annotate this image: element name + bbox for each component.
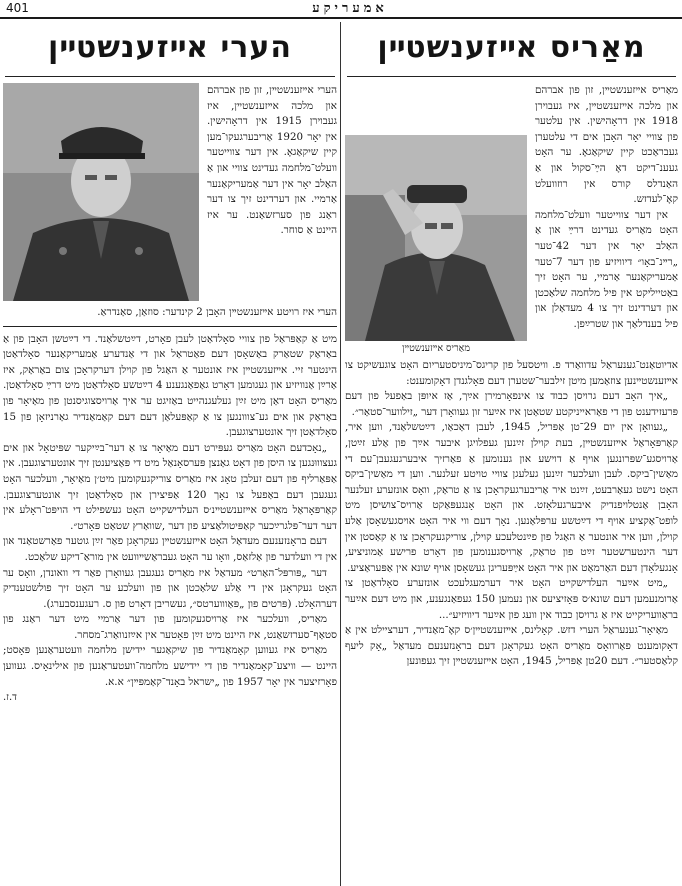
paragraph: דער „פּורפּל־האַרט״ מעדאַל איז מאַריס געגעבן געוואָרן פאַר די וואונדן, וואָס ער האָט געקראָגן אין די אַלע שלאַכטן און פון וועלכע ער האָט זיך פולשטענדיק דערהאָלט. (פּרטים פון „פּאַוווערטס״, געשריבן דאָרט פון ס. רעגענסבערג). bbox=[3, 566, 337, 610]
paragraph: מאַריס איז געווען קאָמאַנדיר פון שיקאַגער יידישן מלחמה וועטעראַנען פּאָסט; היינט — וויצע־קאָמאַנדיר פון די יידישע מלחמה־וועטעראַנען פון אילינאָיס. געווען פאָרזיצער אין יאָר 1957 פון „ישראל באָנד־קאַמפּײן״ א.א. bbox=[3, 644, 337, 688]
section-rule bbox=[3, 326, 337, 327]
paragraph: מאַיאָר־גענעראַל הערי דזש. קאָלינס, אײזענשטײן׳ס קאָ־מאַנדיר, דערציילט אין אַ דאָקומענט פאַרוואָס מאַריס האָט געקראָגן דעם בראָנזענעם מעדאַל „אָק ליעף קלאַסטער״. דעם 20טן אַפּריל, 1945, האָט אײזענשטײן זיך געפונען bbox=[345, 624, 678, 668]
photo-caption-morris: מאַריס אײזענשטײן bbox=[402, 343, 470, 354]
article-harry bbox=[3, 22, 337, 703]
portrait-image bbox=[3, 83, 199, 301]
page-header bbox=[0, 0, 682, 18]
photo-morris bbox=[345, 135, 527, 354]
portrait-image bbox=[345, 135, 527, 341]
paragraph: דעם בראָנזענעם מעדאַל האָט אײזענשטײן געקראָגן פאַר זײַן גוטער פאַרשטאַנד און אין די וועלדער פון אַלזאַס, וואָו ער האָט געבראַשײוועט אין מוראַ־דיקע שלאַכט. bbox=[3, 535, 337, 563]
title-rule bbox=[347, 76, 676, 77]
paragraph: הערי אײזענשטײן, זון פון אברהם און מלכה אײזענשטײן, איז געבוירן 1915 אין דראָהישין. אין יאָר 1920 אַריבערגעקו־מען קיין שיקאַגאָ. אין דער צווייטער וועלט־מלחמה געדינט צוויי און אַ האַלב יאָר אין דער אַמעריקאַנער אַרמיי. און דערדינט זיך צו דער ראַנג פון סערזשאַנט. ער איז היינט אַ סוחר. bbox=[207, 84, 337, 237]
soldier-portrait-image bbox=[3, 83, 199, 301]
article-body-harry bbox=[3, 83, 337, 703]
paragraph: מאַריס, וועלכער איז אַרויסגעקומען פון דער אַרמיי מיט דער ראַנג פון סטאַף־סערזשאַנט, איז היינט מיט זײַן פאָטער אין אײַזנוואַרג־מסחר. bbox=[3, 613, 337, 641]
article-body-morris bbox=[345, 83, 678, 670]
paragraph: אדיוטאַנט־גענעראַל עדוואַרד פ. וויטסעל פון קריגס־מיניסטעריום האָט צוגעשיקט צו אײזענשטײנען צוזאַמען מיטן זילבער־שטערן דעם פאָלגנדן דאָקומענט: bbox=[345, 359, 678, 387]
title-rule bbox=[5, 76, 335, 77]
running-title: אמעריקע bbox=[312, 1, 388, 16]
paragraph: אין דער צווייטער וועלט־מלחמה האָט מאַריס געדינט דרײַ און אַ האַלב יאָר אין דער 42־טער „רײנ־באָו״ דיוויזיע פון דער 7־טער אַמעריקאַנער אַרמיי, ער האָט זיך באַטייליקט אין פיל מלחמה שלאַכטן און דערדינט זיך צו 4 מעדאַלן און פיל בענדלאַך און שטרײַפן. bbox=[535, 208, 678, 330]
header-rule bbox=[0, 17, 682, 19]
paragraph: „איך האָב דעם גרויסן כבוד צו אינפאָרמירן אײַך, אַז איופּן באַפעל פון דעם פּרעזידענט פון די פאַראייניקטע שטאַטן איז אײַער זון געוואָרן דער „זילווער־סטאַר״. bbox=[345, 390, 678, 418]
family-line: הערי איז רויטע אײזענשטײן האָבן 2 קינדער: סוזאַן, סאַנדראַ. bbox=[97, 306, 337, 318]
article-morris bbox=[345, 22, 678, 670]
article-title-harry: הערי אײזענשטײן bbox=[48, 30, 292, 65]
paragraph: מיט אַ קאַפּראַל פון צוויי סאָלדאַטן לעבן פאָרט, דײַטשלאַנד. די דײַטשן האָבן פון אַ באַראַק שטאַרק באַשאָסן דעם פאַטראַל און די אַנדערע אַמעריקאַנער סאָלדאַטן הינטער זיי. אײזענשטײן איז אונטער אַ האַגל פון קוילן דערקראָכן צום באַראַק, איז אַרײַן אַנוויזיע און געגומען דאָרט גאַפאַנגענע 4 דײַטשע סאָלדאַטן מיט דרײַ סאָלדאַטן. מאַריס האָט דאַן מיט זײַן געלעגנהייט באַזיגט ער איך אַרויסצוגיסנטן פון מאַיאָר פון באַראַק און אים גע־צווונגען צו אַ קאַפּעלאַן דעם דעם קאַמאַנדיר גאַרניזאָן פון 15 סאָלדאַטן זיך אונטערצוגעבן. bbox=[3, 332, 337, 439]
article-title-morris: מאַריס אײזענשטײן bbox=[377, 30, 646, 65]
paragraph: מאַריס אײזענשטײן, זון פון אברהם און מלכה אײזענשטײן, איז געבוירן 1918 אין דראָהישין. אין עלטער פון צוויי יאָר האָבן אים די עלטערן געבראַכט קיין שיקאַגאָ. ער האָט געענ־דיקט דאָ הײַ־סקול און אַ האַנדלס קורס אין רוזוועלט קאָ־לעדזש. bbox=[535, 84, 678, 206]
paragraph: „געוואָן אין יום 29־טן אַפּריל, 1945, לעבן דאַכאַו, דײַטשלאַנד, ווען איר, קאַרפּאָראַל אײזענשטײן, בעת קוילן זײַנען געפלויגן איבער אײַך פון אַלע זײַטן, אַרויסגע־שפּרונגען אויף אַ דוישע און גענומען אַ פאַרזיך איבערגעגעבן־עם די מאַשין־ביקס. לעבן וועלכער זײַנען געלעגן צוויי טויטע זעלנער. ווען די מאַשין־ביקס האָט נישט געאַרבעט, זײַנט איר אַריבערגעקראָכן צו אַ טראַק, וואָס אונזערע זעלנער האָבן אַנטלויפנדיק איבערגעלאָזט. און האָט אָנגעפּאַקט אַרויס־צושיסן מיט לופט־אַקציע אויף די דײַטשע ערפּלאַנען. נאָך דעם ווי איר האָט אויסגעשאָסן אַלע קוילן, ווען איר אונטער אַ האַגל פון פײַנטלעכע קוילן, צוריקגעקראָכן צו אַ קאַסטן אין דער הינטערשטער זײַט פון טראַק, אַרויסגענומען פון דאָרט פרישע אַמוניציע, אָנגעלאָדן דעם האַרמאַט און איר האָט אײַפּעריגן געשאָסן אויף שונא אין אַפּעראַציע. bbox=[345, 421, 678, 574]
paragraph: „מיט אײַער העלדישקייט האָט איר דערמעגלעכט אונזערע סאָלדאַטן צו אַרומנעמען דעם שונא׳ס פּאָזיציעס און נעמען 150 געפאַנגענע, און מיט דעם אײַער בראַוועריקייט איז אַ גרויסן כבוד אין וועג פון אײַער דיוויזיע״... bbox=[345, 577, 678, 621]
page-number: 401 bbox=[6, 1, 29, 15]
signature: ד.ז. bbox=[3, 692, 17, 704]
column-divider bbox=[340, 22, 341, 886]
paragraph: „נאָכדעם האָט מאַריס געפּירט דעם מאַיאָר צו אַ דער־בײַיקער שפּיטאָל און אים געצוווּנגען צו היסן פון דאָט גאַנצן פּערסאָנאַל מיט די פּאַציענטן זיך אונטערצוגעבן. אין אַפּאַרליף פון דעם זעלבן טאָג איז מאַריס צוריקגעקומען מיט׳ן מאַיאָר, וועלכער האָט געגעבן דעם באַפעל צו נאָך 120 אַפּיצירן און סאָלדאַטן זיך אונטערצוגעבן. קאַרפּאָראַל מאַריס אײזענשטײנ׳ס העלדישקייט האָט געשפילט די הויפּט־ראָלע אין דער דער־פּלגרײַכער קאַפּיטולאַציע פון דער ,שוואַרץ שטאַט פּאָרט״. bbox=[3, 441, 337, 532]
photo-harry bbox=[3, 83, 199, 301]
saluting-soldier-image bbox=[345, 135, 527, 341]
